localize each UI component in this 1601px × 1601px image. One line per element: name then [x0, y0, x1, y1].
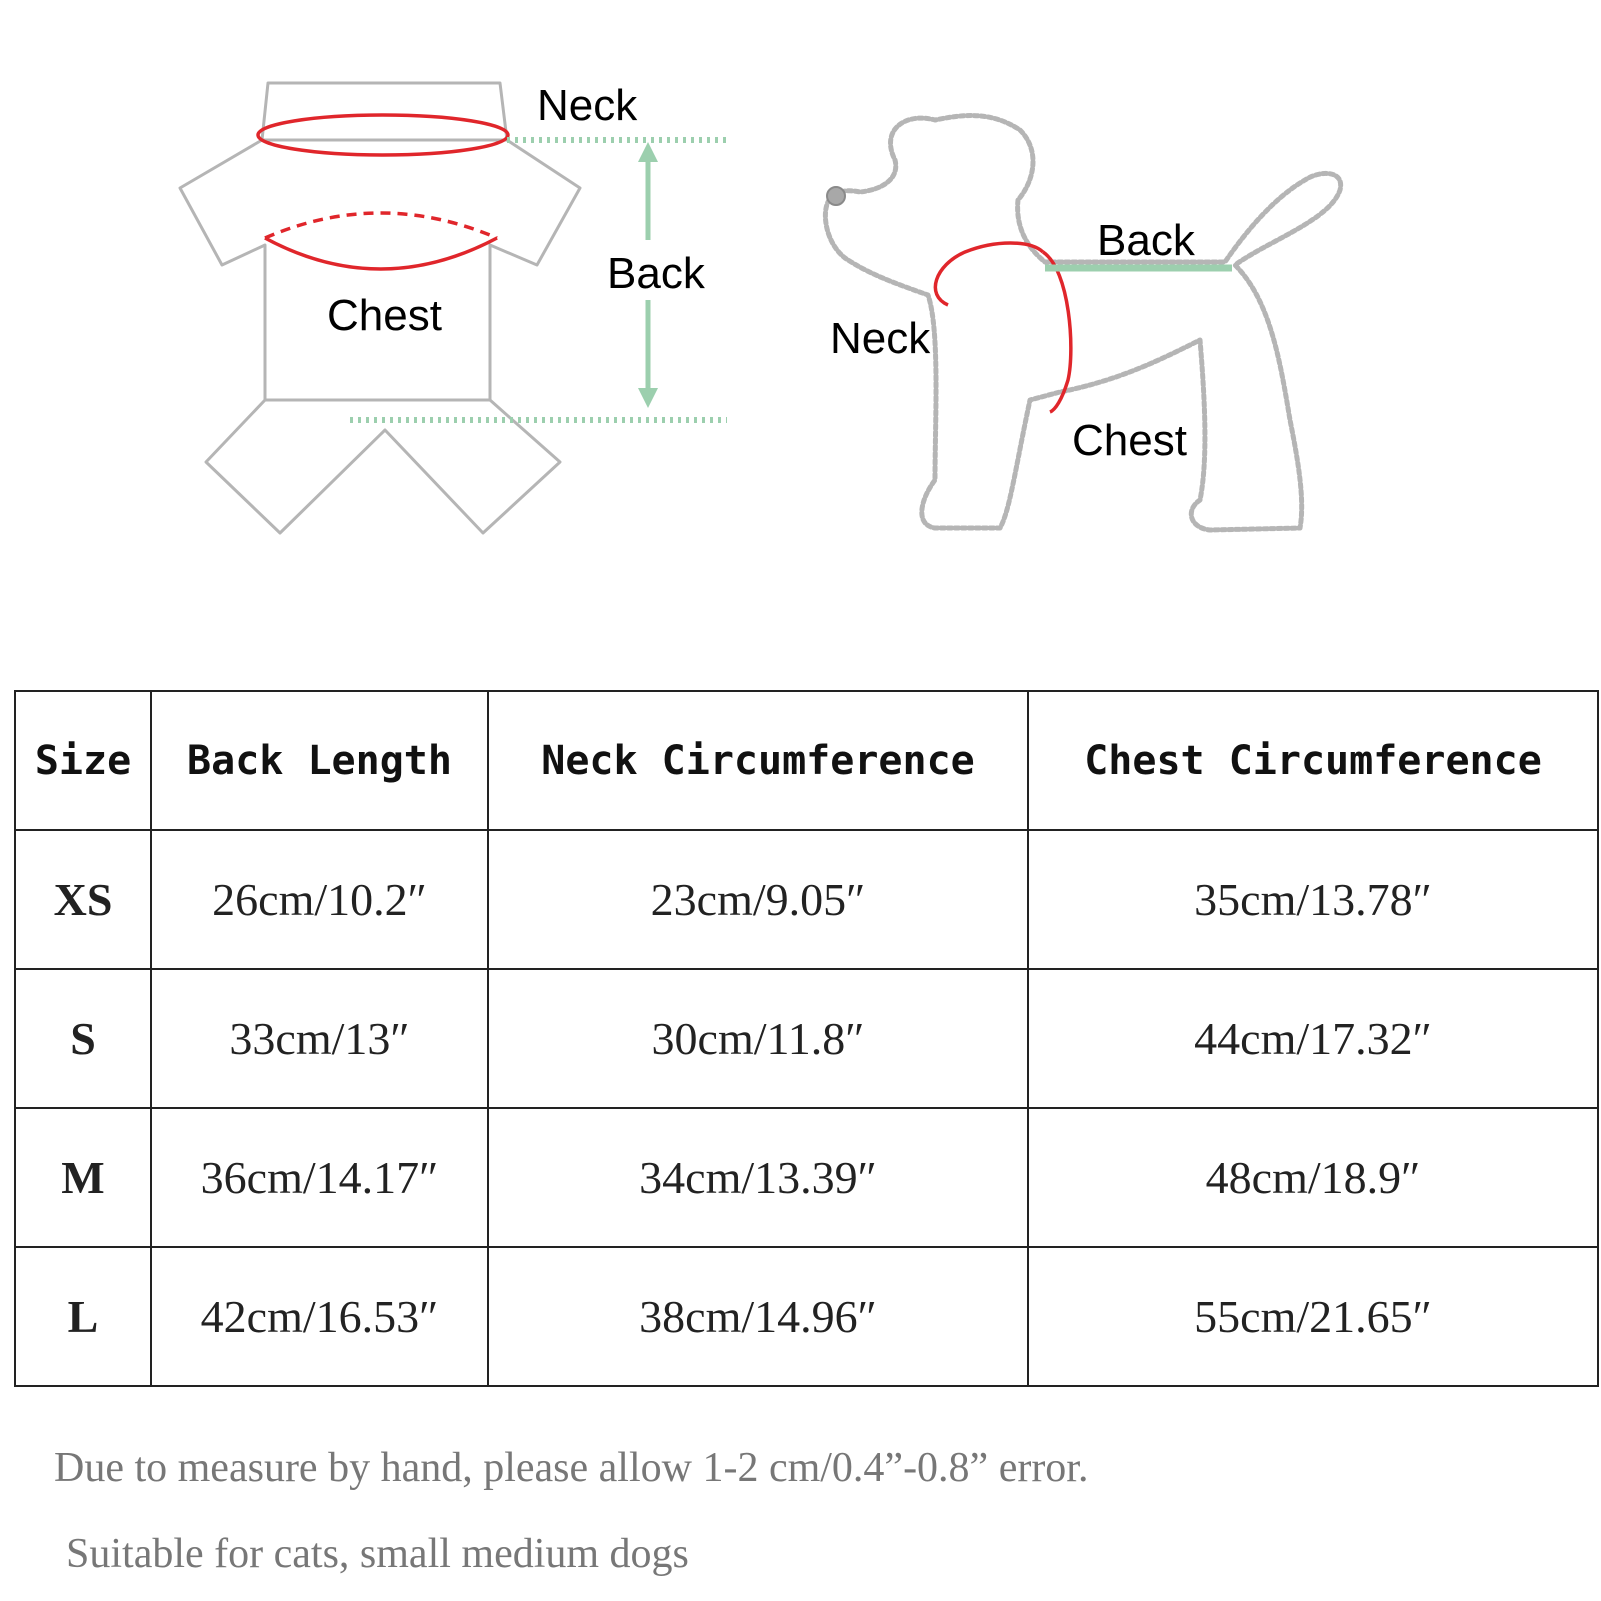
table-header-row	[15, 691, 1598, 830]
back-length-cell: 36cm/14.17″	[151, 1108, 488, 1247]
size-chart-table	[14, 690, 1599, 1387]
dog-chest-measure	[1043, 252, 1071, 412]
back-arrow-head-up	[638, 142, 658, 162]
chest-circumference-cell: 35cm/13.78″	[1028, 830, 1598, 969]
size-cell: S	[15, 969, 151, 1108]
table-row	[15, 969, 1598, 1108]
table-row	[15, 1247, 1598, 1386]
measurement-illustration	[0, 0, 1601, 620]
table-row	[15, 830, 1598, 969]
garment-back-label: Back	[607, 249, 705, 298]
garment-chest-ring-front	[265, 238, 497, 269]
garment-neck-label: Neck	[537, 81, 638, 130]
chest-circumference-cell: 44cm/17.32″	[1028, 969, 1598, 1108]
back-length-cell: 33cm/13″	[151, 969, 488, 1108]
dog-nose	[827, 187, 845, 205]
header-back-length: Back Length	[151, 691, 488, 830]
dog-chest-label: Chest	[1072, 416, 1187, 465]
neck-circumference-cell: 23cm/9.05″	[488, 830, 1028, 969]
dog-neck-measure	[935, 243, 1043, 305]
garment-chest-label: Chest	[327, 291, 442, 340]
header-chest-circumference: Chest Circumference	[1028, 691, 1598, 830]
size-cell: L	[15, 1247, 151, 1386]
size-cell: M	[15, 1108, 151, 1247]
header-neck-circumference: Neck Circumference	[488, 691, 1028, 830]
dog-back-label: Back	[1097, 216, 1195, 265]
dog-neck-label: Neck	[830, 314, 931, 363]
neck-circumference-cell: 38cm/14.96″	[488, 1247, 1028, 1386]
size-cell: XS	[15, 830, 151, 969]
garment-neck-ring	[258, 115, 508, 155]
measurement-error-note: Due to measure by hand, please allow 1-2 cm/0.4”-0.8” error.	[54, 1445, 1089, 1491]
chest-circumference-cell: 55cm/21.65″	[1028, 1247, 1598, 1386]
suitability-note: Suitable for cats, small medium dogs	[66, 1531, 689, 1577]
neck-circumference-cell: 34cm/13.39″	[488, 1108, 1028, 1247]
chest-circumference-cell: 48cm/18.9″	[1028, 1108, 1598, 1247]
back-arrow-head-down	[638, 388, 658, 408]
measurement-diagram	[0, 0, 1601, 620]
table-row	[15, 1108, 1598, 1247]
back-length-cell: 42cm/16.53″	[151, 1247, 488, 1386]
garment-collar	[262, 83, 507, 140]
neck-circumference-cell: 30cm/11.8″	[488, 969, 1028, 1108]
back-length-cell: 26cm/10.2″	[151, 830, 488, 969]
header-size: Size	[15, 691, 151, 830]
garment-chest-ring-back	[265, 213, 497, 238]
